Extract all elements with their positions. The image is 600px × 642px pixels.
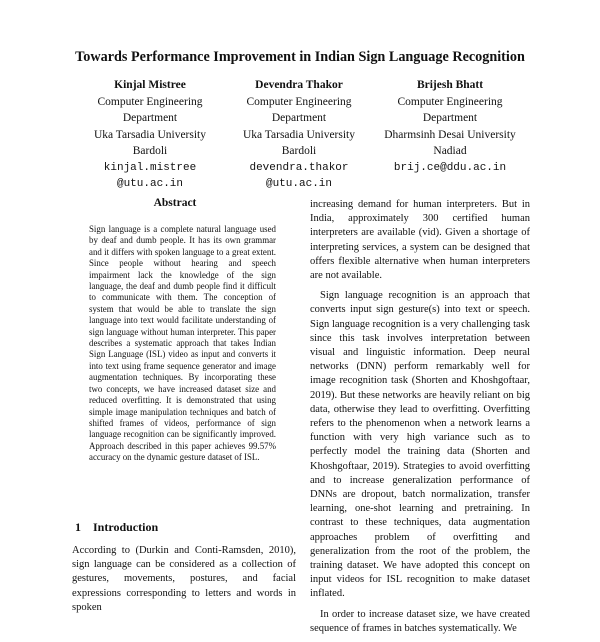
author-block-2 xyxy=(214,77,384,193)
abstract-text: Sign language is a complete natural language used by deaf and dumb people. It has its own grammar and it differs with spoken language to a great extent. Since people without hearing and speech impairment lack the knowledge of the sign language, the deaf and dumb people find it difficult to communicate with them. The conception of system that would be able to translate the sign language into text would facilitate understanding of sign language without human interpreter. This paper describes a systematic approach that takes Indian Sign Language (ISL) video as input and converts it into text using frame sequence generator and image augmentation techniques. By incorporating these two concepts, we have increased dataset size and reduced overfitting. It is demonstrated that using simple image manipulation techniques and batch of shifted frames of videos, performance of sign language recognition can be significantly improved. Approach described in this paper achieves 99.57% accuracy on the dynamic gesture dataset of ISL. xyxy=(89,224,276,463)
author-city: Bardoli xyxy=(281,145,317,157)
abstract-heading: Abstract xyxy=(153,197,197,209)
right-column xyxy=(310,198,530,642)
paper-title: Towards Performance Improvement in Indian Sign Language Recognition xyxy=(75,49,525,65)
author-email: @utu.ac.in xyxy=(265,178,332,190)
author-email: @utu.ac.in xyxy=(116,178,183,190)
author-dept: Department xyxy=(271,112,327,124)
author-city: Nadiad xyxy=(433,145,467,157)
author-block-1 xyxy=(65,77,235,193)
author-name: Brijesh Bhatt xyxy=(416,79,484,91)
author-city: Bardoli xyxy=(132,145,168,157)
author-dept: Department xyxy=(422,112,478,124)
section-number: 1 xyxy=(75,520,81,534)
section-heading xyxy=(75,520,158,535)
author-dept: Computer Engineering xyxy=(397,95,503,108)
section-title: Introduction xyxy=(93,520,159,534)
paragraph: In order to increase dataset size, we have created sequence of frames in batches systematically. We xyxy=(310,608,530,634)
author-email: brij.ce@ddu.ac.in xyxy=(393,161,507,174)
author-dept: Department xyxy=(122,112,178,124)
paragraph: Sign language recognition is an approach that converts input sign gesture(s) into text or speech. Sign language recognition is a very challenging task since this task involves interpretation between visual and linguistic information. Deep neural networks (DNN) perform remarkably well for image recognition task (Shorten and Khoshgoftaar, 2019). But these networks are heavily reliant on big data, otherwise they lead to overfitting. Overfitting refers to the phenomenon when a network learns a function with very high variance such as to perfectly model the training data (Shorten and Khoshgoftaar, 2019). Strategies to avoid overfitting and to increase generalization performance of DNNs are dropout, batch normalization, transfer learning, one-shot learning and pretraining. In contrast to these techniques, data augmentation approaches problem of overfitting and generalization from the root of the problem, the training dataset. We have adopted this concept on input videos for ISL recognition to make dataset inflated. xyxy=(310,290,530,600)
intro-paragraph: According to (Durkin and Conti-Ramsden, 2010), sign language can be considered as a collection of gestures, movements, postures, and facial expressions corresponding to letters and words in spoken xyxy=(72,545,296,613)
author-name: Kinjal Mistree xyxy=(114,79,186,91)
author-name: Devendra Thakor xyxy=(255,79,343,91)
author-block-3 xyxy=(365,77,535,176)
author-university: Uka Tarsadia University xyxy=(93,128,207,141)
paragraph: increasing demand for human interpreters. But in India, approximately 300 certified human interpreters are available (vid). Given a shortage of interpreting services, a system can be designed that offers flexible alternative when human interpreters are not available. xyxy=(310,199,530,282)
author-university: Dharmsinh Desai University xyxy=(384,128,516,141)
author-email: kinjal.mistree xyxy=(103,161,197,174)
author-dept: Computer Engineering xyxy=(97,95,203,108)
author-university: Uka Tarsadia University xyxy=(242,128,356,141)
author-dept: Computer Engineering xyxy=(246,95,352,108)
author-email: devendra.thakor xyxy=(249,161,349,174)
